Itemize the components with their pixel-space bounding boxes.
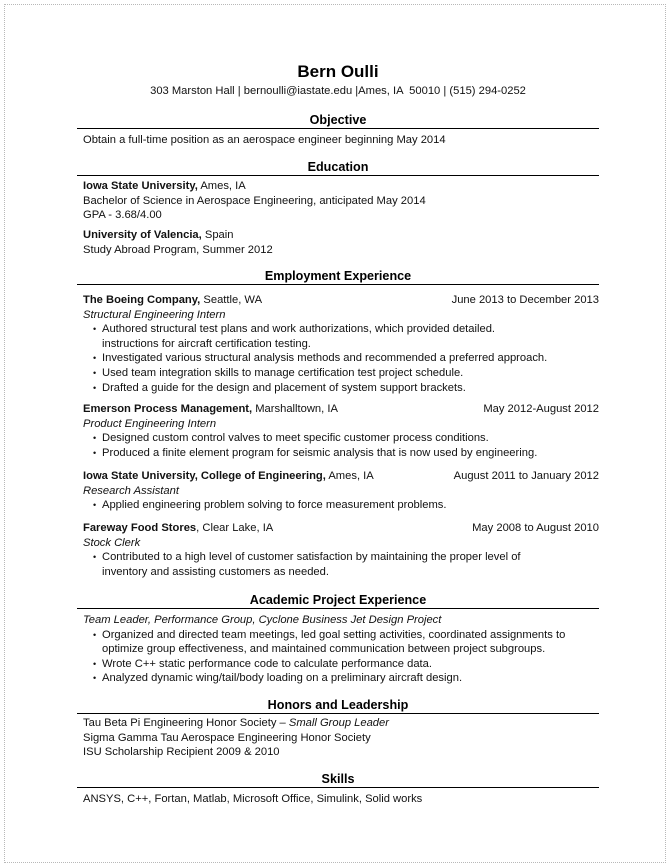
school-name: University of Valencia, [83, 229, 202, 241]
company-name: Emerson Process Management, [83, 403, 253, 415]
bullet-item: • Produced a finite element program for seismic analysis that is now used by engineering. [83, 446, 599, 461]
section-heading-education: Education [77, 159, 599, 176]
bullet-item: • Used team integration skills to manage certification test project schedule. [83, 366, 599, 381]
honor-text: Sigma Gamma Tau Aerospace Engineering Honor Society [83, 731, 371, 744]
job-role: Structural Engineering Intern [83, 308, 226, 321]
job-bullets [83, 322, 599, 395]
bullet-item: • Contributed to a high level of customer satisfaction by maintaining the proper level of inventory and assisting customers as needed. [83, 550, 599, 579]
honor-text: Tau Beta Pi Engineering Honor Society – [83, 717, 289, 729]
education-school-line [83, 228, 599, 243]
skills-text: ANSYS, C++, Fortan, Matlab, Microsoft Office, Simulink, Solid works [83, 793, 423, 805]
section-heading-honors: Honors and Leadership [77, 697, 599, 714]
section-heading-objective: Objective [77, 112, 599, 129]
honor-item [83, 745, 599, 760]
bullet-item: • Drafted a guide for the design and placement of system support brackets. [83, 381, 599, 396]
job-dates: June 2013 to December 2013 [451, 294, 599, 306]
section-heading-academic: Academic Project Experience [77, 592, 599, 609]
job-header [83, 521, 599, 536]
job-employer [83, 469, 374, 484]
program-line: Study Abroad Program, Summer 2012 [83, 243, 273, 256]
job-entry-emerson [83, 402, 599, 460]
job-header [83, 469, 599, 484]
company-location: Marshalltown, IA [252, 403, 338, 415]
degree-line: Bachelor of Science in Aerospace Engineering, anticipated May 2014 [83, 194, 426, 207]
company-location: Ames, IA [325, 470, 374, 482]
bullet-item: • Organized and directed team meetings, led goal setting activities, coordinated assignments to optimize group effectiveness, and maintained communication between project subgroups. [83, 628, 599, 657]
job-dates: May 2008 to August 2010 [472, 522, 599, 534]
job-role: Research Assistant [83, 484, 179, 497]
objective-section [83, 133, 599, 148]
job-entry-boeing [83, 293, 599, 395]
school-name: Iowa State University, [83, 180, 198, 192]
honors-section [83, 716, 599, 760]
education-entry-iowa-state [83, 179, 599, 223]
project-bullets [83, 628, 599, 686]
job-employer [83, 402, 338, 417]
honor-role: Small Group Leader [288, 717, 389, 729]
company-name: The Boeing Company, [83, 294, 201, 306]
job-role: Stock Clerk [83, 536, 141, 549]
project-role: Team Leader, Performance Group, Cyclone Business Jet Design Project [83, 614, 442, 626]
job-dates: May 2012-August 2012 [483, 403, 599, 415]
academic-project-entry [83, 613, 599, 686]
job-header [83, 293, 599, 308]
bullet-item: • Applied engineering problem solving to force measurement problems. [83, 498, 599, 513]
job-entry-iowa-state [83, 469, 599, 513]
honor-text: ISU Scholarship Recipient 2009 & 2010 [83, 746, 280, 759]
gpa-line: GPA - 3.68/4.00 [83, 209, 162, 222]
bullet-item: • Investigated various structural analysis methods and recommended a preferred approach. [83, 351, 599, 366]
honor-item [83, 716, 599, 731]
job-employer [83, 521, 273, 536]
job-bullets [83, 550, 599, 579]
education-entry-valencia [83, 228, 599, 257]
job-bullets [83, 431, 599, 460]
education-school-line [83, 179, 599, 194]
skills-section [83, 792, 599, 807]
bullet-item: • Designed custom control valves to meet specific customer process conditions. [83, 431, 599, 446]
job-employer [83, 293, 262, 308]
company-name: Iowa State University, College of Engineering, [83, 470, 326, 482]
bullet-item: • Analyzed dynamic wing/tail/body loading on a preliminary aircraft design. [83, 671, 599, 686]
job-role: Product Engineering Intern [83, 417, 217, 430]
contact-line: 303 Marston Hall | bernoulli@iastate.edu |Ames, IA 50010 | (515) 294-0252 [150, 85, 526, 97]
school-location: Ames, IA [197, 180, 246, 192]
job-dates: August 2011 to January 2012 [453, 470, 599, 482]
company-location: Seattle, WA [200, 294, 263, 306]
job-bullets [83, 498, 599, 513]
job-entry-fareway [83, 521, 599, 579]
section-heading-skills: Skills [77, 771, 599, 788]
job-header [83, 402, 599, 417]
objective-text: Obtain a full-time position as an aerospace engineer beginning May 2014 [83, 134, 446, 146]
company-location: , Clear Lake, IA [196, 522, 274, 534]
school-location: Spain [201, 229, 234, 241]
resume-name: Bern Oulli [297, 62, 379, 81]
section-heading-employment: Employment Experience [77, 268, 599, 285]
bullet-item: • Wrote C++ static performance code to calculate performance data. [83, 657, 599, 672]
bullet-item: • Authored structural test plans and work authorizations, which provided detailed. instructions for aircraft certification testing. [83, 322, 599, 351]
company-name: Fareway Food Stores [83, 522, 197, 534]
honor-item [83, 731, 599, 746]
